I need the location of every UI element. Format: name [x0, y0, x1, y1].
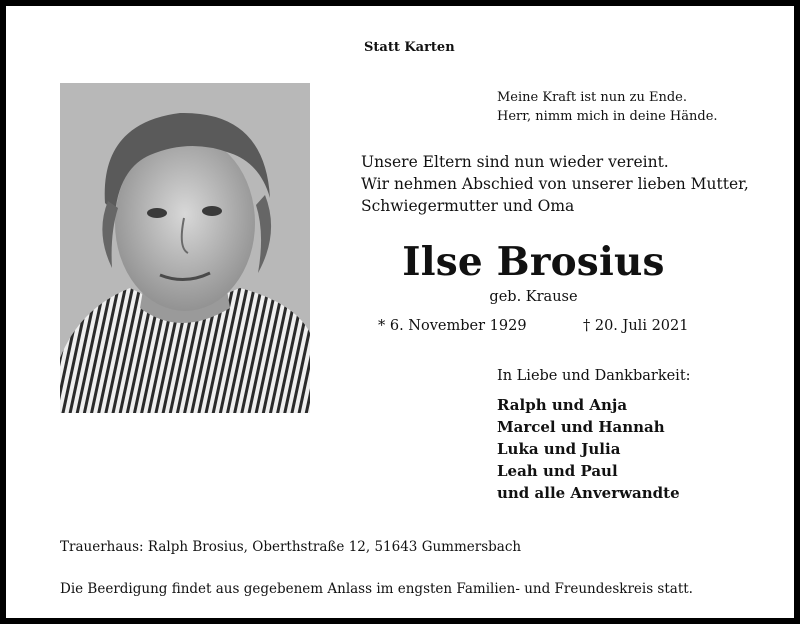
family-member: Luka und Julia [497, 440, 621, 458]
family-member: Ralph und Anja [497, 396, 628, 414]
mourning-house: Trauerhaus: Ralph Brosius, Oberthstraße 12, 51643 Gummersbach [60, 539, 522, 555]
card-heading: Statt Karten [364, 40, 455, 55]
family-member: und alle Anverwandte [497, 484, 680, 502]
family-member: Marcel und Hannah [497, 418, 665, 436]
intro-line: Schwiegermutter und Oma [361, 197, 575, 215]
verse-line: Meine Kraft ist nun zu Ende. [497, 90, 688, 105]
verse [497, 88, 718, 126]
portrait-photo [60, 83, 310, 413]
intro-line: Unsere Eltern sind nun wieder vereint. [361, 153, 669, 171]
birth-date: * 6. November 1929 [378, 318, 527, 334]
burial-note: Die Beerdigung findet aus gegebenem Anlass im engsten Familien- und Freundeskreis statt. [60, 581, 693, 597]
gratitude-line: In Liebe und Dankbarkeit: [497, 368, 691, 384]
deceased-name: Ilse Brosius [402, 239, 665, 285]
intro-line: Wir nehmen Abschied von unserer lieben Mutter, [361, 175, 749, 193]
verse-line: Herr, nimm mich in deine Hände. [497, 109, 718, 124]
intro-text [361, 151, 749, 217]
family-list [497, 394, 680, 504]
death-date: † 20. Juli 2021 [583, 318, 689, 334]
maiden-name: geb. Krause [489, 289, 578, 305]
family-member: Leah und Paul [497, 462, 618, 480]
